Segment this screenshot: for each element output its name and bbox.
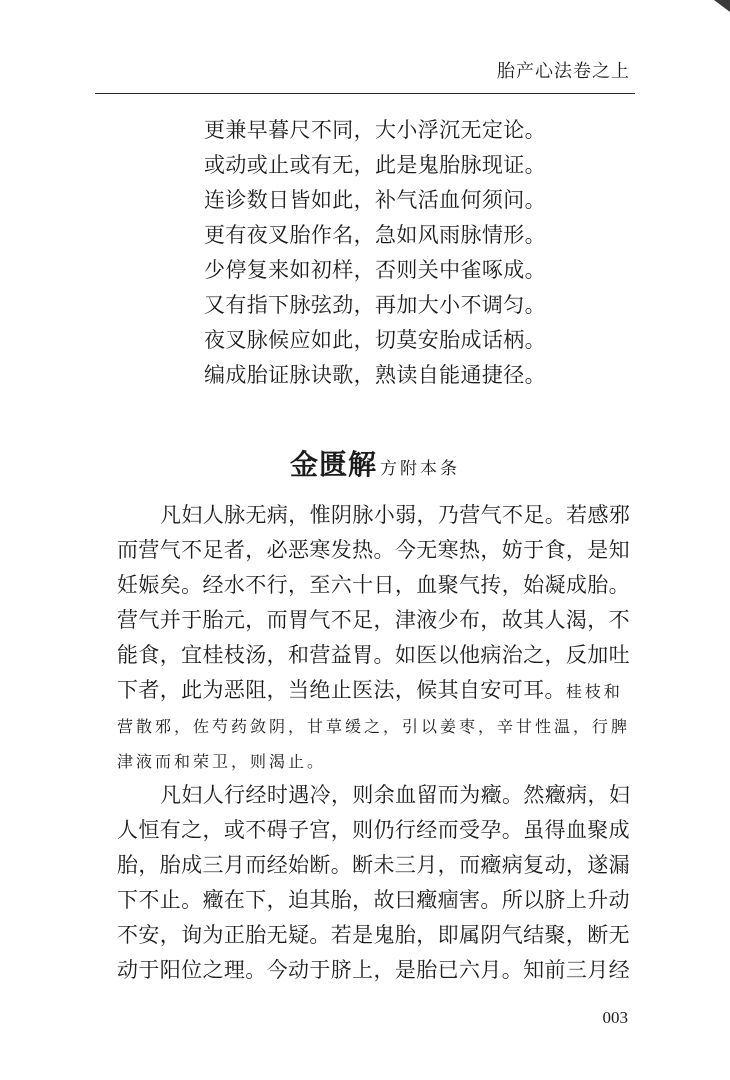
- body-line-text: 人恒有之，或不碍子宫，则仍行经而受孕。虽得血聚成: [117, 818, 630, 842]
- body-text: [117, 498, 630, 988]
- verse-line: 夜叉脉候应如此，切莫安胎成话柄。: [204, 328, 546, 352]
- section-subtitle: 方附本条: [380, 459, 461, 479]
- annotation-line: [117, 708, 630, 743]
- section-heading: [290, 445, 460, 485]
- body-line-text: 妊娠矣。经水不行，至六十日，血聚气抟，始凝成胎。: [117, 573, 630, 597]
- section-title: 金匮解: [290, 448, 378, 481]
- verse-line: 编成胎证脉诀歌，熟读自能通捷径。: [204, 363, 546, 387]
- body-line-text: 而营气不足者，必恶寒发热。今无寒热，妨于食，是知: [117, 538, 630, 562]
- annotation-note: 营散邪，佐芍药敛阴，甘草缓之，引以姜枣，辛甘性温，行脾: [117, 717, 631, 736]
- body-line: [117, 883, 630, 918]
- verse-line: 更有夜叉胎作名，急如风雨脉情形。: [204, 223, 546, 247]
- body-line: [117, 848, 630, 883]
- body-line: [117, 533, 630, 568]
- running-head-title: 胎产心法卷之上: [497, 61, 630, 82]
- body-line-text: 凡妇人行经时遇冷，则余血留而为癥。然癥病，妇: [160, 783, 631, 807]
- body-line-text: 能食，宜桂枝汤，和营益胃。如医以他病治之，反加吐: [117, 643, 630, 667]
- verse-line: 少停复来如初样，否则关中雀啄成。: [204, 258, 546, 282]
- body-line-text: 下不止。癥在下，迫其胎，故曰癥痼害。所以脐上升动: [117, 888, 630, 912]
- verse-line: 又有指下脉弦劲，再加大小不调匀。: [204, 293, 546, 317]
- body-line: [117, 638, 630, 673]
- body-line-text: 动于阳位之理。今动于脐上，是胎已六月。知前三月经: [117, 958, 630, 982]
- body-line: [117, 568, 630, 603]
- body-line-text: 营气并于胎元，而胃气不足，津液少布，故其人渴，不: [117, 608, 630, 632]
- page-corner-mark: [714, 0, 730, 12]
- verse-block: [204, 113, 564, 393]
- annotation-note: 桂枝和: [565, 682, 623, 701]
- annotation-line: [117, 743, 630, 778]
- body-line: [117, 953, 630, 988]
- body-line: [117, 498, 630, 533]
- body-line: [117, 603, 630, 638]
- body-line-text: 不安，询为正胎无疑。若是鬼胎，即属阴气结聚，断无: [117, 923, 630, 947]
- body-line-text: 凡妇人脉无病，惟阴脉小弱，乃营气不足。若感邪: [160, 503, 631, 527]
- body-line: [117, 813, 630, 848]
- annotation-note: 津液而和荣卫，则渴止。: [117, 752, 327, 771]
- body-line-text: 胎，胎成三月而经始断。断未三月，而癥病复动，遂漏: [117, 853, 630, 877]
- body-line: [117, 673, 630, 708]
- header-rule: [95, 93, 635, 94]
- body-line-text: 下者，此为恶阻，当绝止医法，候其自安可耳。: [117, 678, 566, 702]
- page-number: 003: [602, 1008, 628, 1027]
- verse-line: 更兼早暮尺不同，大小浮沉无定论。: [204, 118, 546, 142]
- verse-line: 或动或止或有无，此是鬼胎脉现证。: [204, 153, 546, 177]
- verse-line: 连诊数日皆如此，补气活血何须问。: [204, 188, 546, 212]
- body-line: [117, 918, 630, 953]
- body-line: [117, 778, 630, 813]
